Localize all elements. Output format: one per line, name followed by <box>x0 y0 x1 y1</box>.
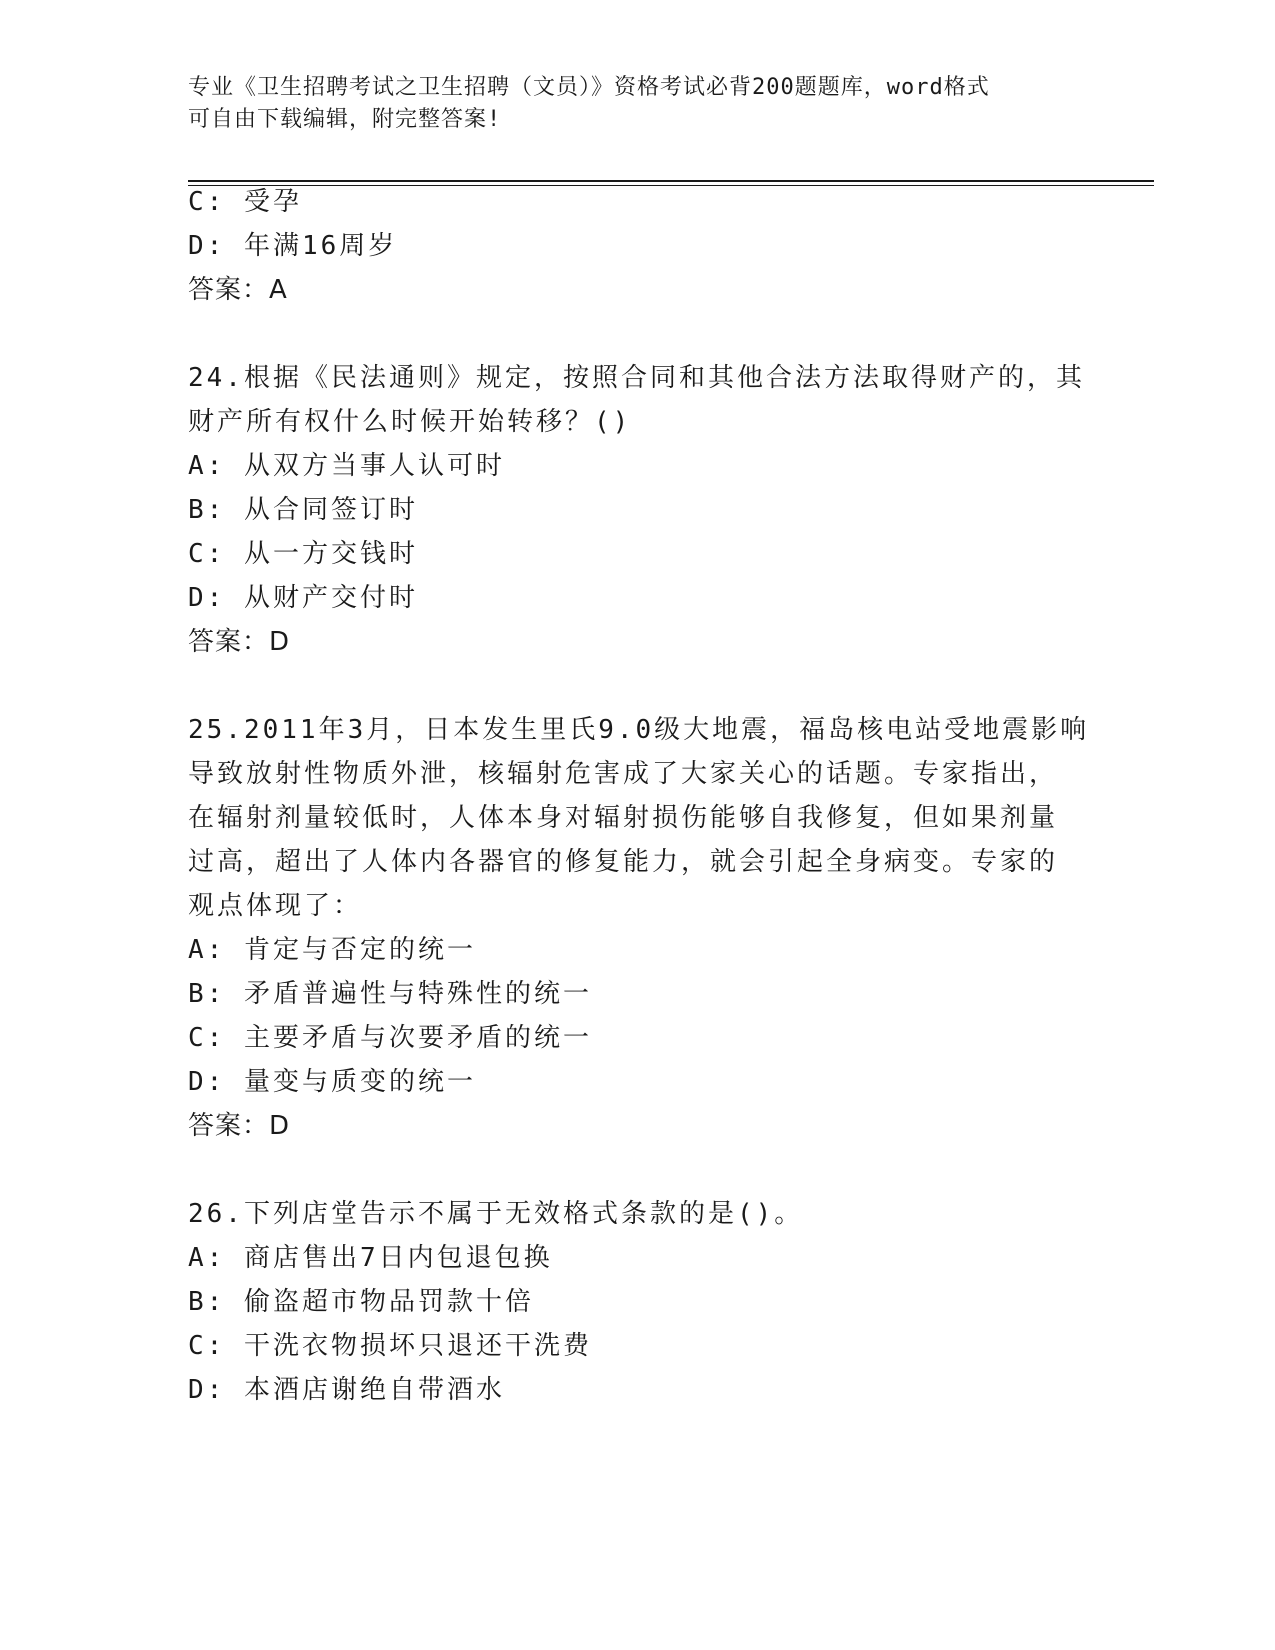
header-divider-thick <box>188 180 1154 182</box>
q25-question-line-4: 过高，超出了人体内各器官的修复能力，就会引起全身病变。专家的 <box>188 847 1059 877</box>
q24-answer: 答案：D <box>188 627 291 657</box>
q26-option-a: A: 商店售出7日内包退包换 <box>188 1243 553 1273</box>
q25-answer: 答案：D <box>188 1111 291 1141</box>
q25-option-c: C: 主要矛盾与次要矛盾的统一 <box>188 1023 592 1053</box>
q25-option-b: B: 矛盾普遍性与特殊性的统一 <box>188 979 592 1009</box>
q25-question-line-5: 观点体现了： <box>188 891 363 921</box>
q25-question-line-1: 25.2011年3月，日本发生里氏9.0级大地震，福岛核电站受地震影响 <box>188 715 1090 745</box>
q26-option-d: D: 本酒店谢绝自带酒水 <box>188 1375 505 1405</box>
q24-option-c: C: 从一方交钱时 <box>188 539 418 569</box>
q24-question-line-2: 财产所有权什么时候开始转移？() <box>188 407 632 437</box>
q23-option-d: D: 年满16周岁 <box>188 231 398 261</box>
document-header <box>188 72 1068 136</box>
q24-option-d: D: 从财产交付时 <box>188 583 418 613</box>
q26-option-b: B: 偷盗超市物品罚款十倍 <box>188 1287 534 1317</box>
q25-question-line-2: 导致放射性物质外泄，核辐射危害成了大家关心的话题。专家指出， <box>188 759 1059 789</box>
q26-question-line-1: 26.下列店堂告示不属于无效格式条款的是()。 <box>188 1199 804 1229</box>
header-divider-thin <box>188 185 1154 186</box>
q23-answer: 答案：A <box>188 275 288 305</box>
q25-option-a: A: 肯定与否定的统一 <box>188 935 476 965</box>
q25-option-d: D: 量变与质变的统一 <box>188 1067 476 1097</box>
q25-question-line-3: 在辐射剂量较低时，人体本身对辐射损伤能够自我修复，但如果剂量 <box>188 803 1059 833</box>
q24-option-a: A: 从双方当事人认可时 <box>188 451 505 481</box>
header-title-line-1: 专业《卫生招聘考试之卫生招聘（文员）》资格考试必背200题题库，word格式 <box>188 75 990 100</box>
q26-option-c: C: 干洗衣物损坏只退还干洗费 <box>188 1331 592 1361</box>
q24-question-line-1: 24.根据《民法通则》规定，按照合同和其他合法方法取得财产的，其 <box>188 363 1085 393</box>
q23-option-c: C: 受孕 <box>188 187 302 217</box>
header-title-line-2: 可自由下载编辑，附完整答案! <box>188 107 502 132</box>
q24-option-b: B: 从合同签订时 <box>188 495 418 525</box>
